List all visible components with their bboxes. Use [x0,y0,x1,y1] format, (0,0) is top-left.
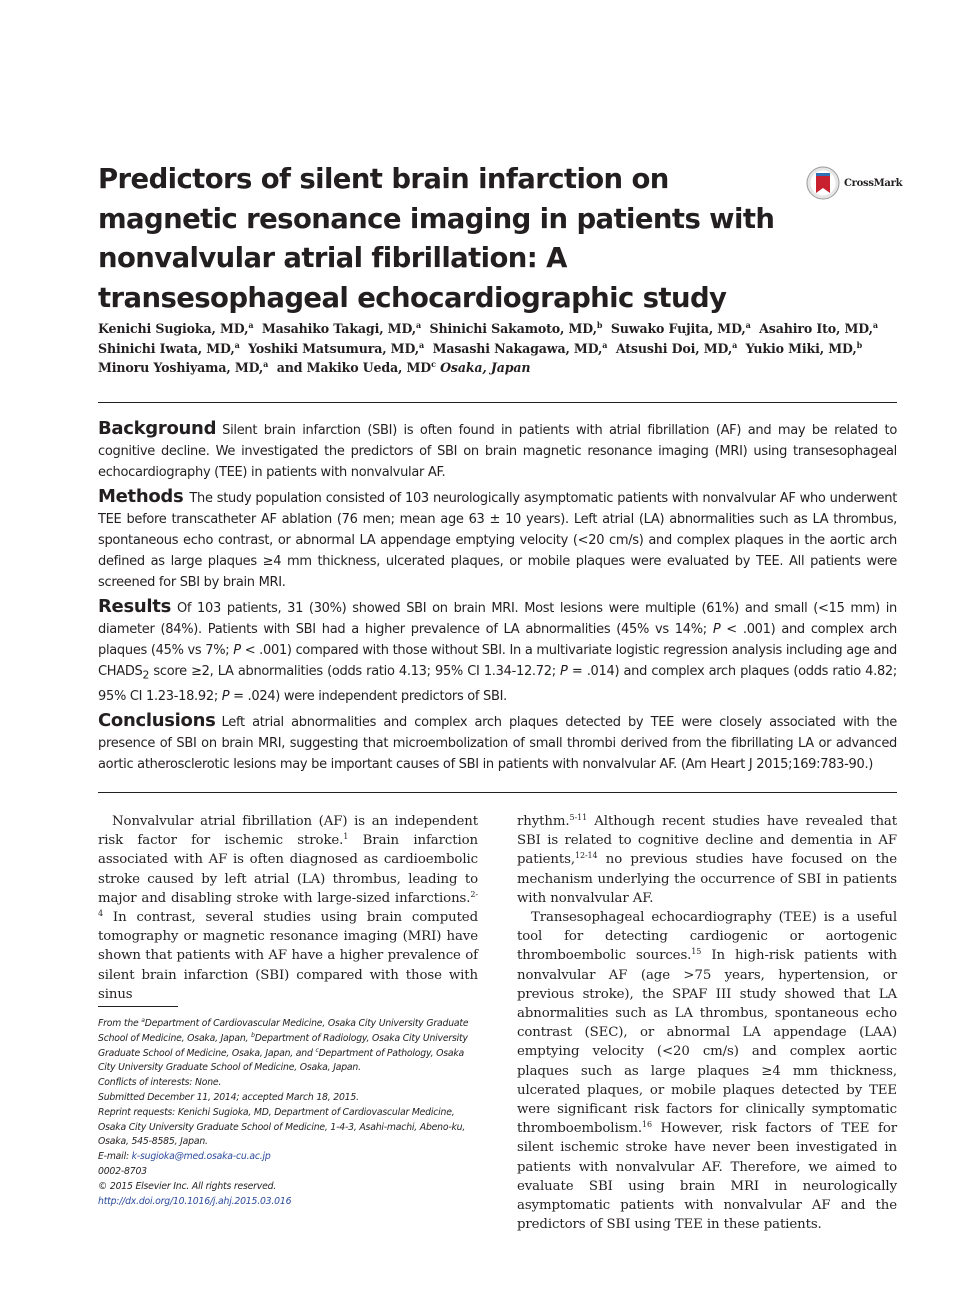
author: Yoshiki Matsumura, MD, [248,340,420,356]
footnote-affiliations: From the $^a$Department of Cardiovascular Medicine, Osaka City University Graduate School of Medicine, Osaka, Japan, $^b$Department of Radiology, Osaka City University Graduate School of Medicine, Osaka, Japan, and $^c$Department of Pathology, Osaka City University Graduate School of Medicine, Osaka, Japan. [98,1017,469,1074]
abstract-methods-heading: Methods [98,486,184,507]
author: Suwako Fujita, MD, [610,321,746,336]
author: and Makiko Ueda, MD [276,360,432,375]
article-title: Predictors of silent brain infarction on magnetic resonance imaging in patients with nonvalvular atrial fibrillation: A transesophageal echocardiographic study [98,163,775,314]
abstract-background-heading: Background [98,418,217,439]
body-paragraph: Nonvalvular atrial fibrillation (AF) is an independent risk factor for ischemic stroke.$^1$ Brain infarction associated with AF is often diagnosed as cardioembolic stroke caused by left atrial (LA) thrombus, leading to major and disabling stroke with large-sized infarctions.$^{2-4}$ In contrast, several studies using brain computed tomography or magnetic resonance imaging (MRI) have shown that patients with AF have a higher prevalence of silent brain infarction (SBI) compared with those with sinus [98,814,478,1002]
author-affiliation: a [745,320,751,330]
abstract-results-heading: Results [98,596,171,617]
abstract-bottom-divider [98,792,897,793]
abstract-results: Results Of 103 patients, 31 (30%) showed SBI on brain MRI. Most lesions were multiple (61%) and small (<15 mm) in diameter (84%). Patients with SBI had a higher prevalence of LA abnormalities (45% vs 14%; P < .001) and complex arch plaques (45% vs 7%; P < .001) compared with those without SBI. In a multivariate logistic regression analysis including age and $CHADS_2$ score ≥2, LA abnormalities (odds ratio 4.13; 95% CI 1.34-12.72; P = .014) and complex arch plaques (odds ratio 4.82; 95% CI 1.23-18.92; P = .024) were independent predictors of SBI. [98,596,897,704]
author: Masahiko Takagi, MD, [261,321,417,336]
author-list [98,319,898,378]
crossmark-badge[interactable] [806,166,906,200]
footnote-reprint: Reprint requests: Kenichi Sugioka, MD, Department of Cardiovascular Medicine, Osaka City University Graduate School of Medicine, 1-4-3, Asahi-machi, Abeno-ku, Osaka, 545-8585, Japan. [98,1106,466,1148]
author-affiliation: a [416,320,422,330]
author: Minoru Yoshiyama, MD, [98,360,264,375]
crossmark-icon [806,166,840,200]
citation-ref[interactable]: 15 [691,947,702,957]
footnote-email: E-mail: k-sugioka@med.osaka-cu.ac.jp [98,1151,271,1163]
author-affiliation: b [856,339,863,350]
citation-ref[interactable]: 5-11 [569,813,588,822]
author-affiliation: a [602,339,608,350]
abstract-conclusions-heading: Conclusions [98,709,216,731]
footnote-issn: 0002-8703 [98,1165,147,1177]
doi-link[interactable]: http://dx.doi.org/10.1016/j.ahj.2015.03.016 [98,1195,292,1207]
author-affiliation: a [419,339,425,350]
footnotes [98,1017,478,1209]
abstract-top-divider [98,402,897,403]
author: Shinichi Sakamoto, MD, [429,321,597,336]
author-affiliation: a [732,339,738,350]
body-paragraph: Transesophageal echocardiography (TEE) is a useful tool for detecting cardiogenic or aortogenic thromboembolic sources.$^{15}$ In high-risk patients with nonvalvular AF (age >75 years, hypertension, or previous stroke), the SPAF III study showed that LA abnormalities such as LA thrombus, spontaneous echo contrast (SEC), or abnormal LA appendage (LAA) emptying velocity (<20 cm/s) and complex aortic plaques such as large plaques ≥4 mm thickness, ulcerated plaques, or mobile plaques detected by TEE were significant risk factors for clinically symptomatic thromboembolism.$^{16}$ However, risk factors of TEE for silent ischemic stroke have never been investigated in patients with nonvalvular AF. Therefore, we aimed to evaluate SBI using brain MRI in neurologically asymptomatic patients with nonvalvular AF and the predictors of SBI using TEE in these patients. [517,910,897,1233]
author-affiliation: a [248,320,254,330]
citation-ref[interactable]: 2-4 [98,889,478,919]
body-paragraph: rhythm.$^{5-11}$ Although recent studies have revealed that SBI is related to cognitive decline and dementia in AF patients,$^{12-14}$ no previous studies have focused on the mechanism underlying the occurrence of SBI in patients with nonvalvular AF. [517,813,897,906]
email-link[interactable]: k-sugioka@med.osaka-cu.ac.jp [131,1151,271,1163]
author-affiliation: a [263,359,269,369]
citation-ref[interactable]: 12-14 [574,851,598,861]
body-column-right [517,812,897,1234]
author-affiliation: a [872,320,878,330]
abstract-conclusions-text: Left atrial abnormalities and complex arch plaques detected by TEE were closely associated with the presence of SBI on brain MRI, suggesting that microembolization of small thrombi derived from the fibrillating LA or advanced aortic atherosclerotic lesions may be important causes of SBI in patients with nonvalvular AF. (Am Heart J 2015;169:783-90.) [98,714,897,772]
author: Kenichi Sugioka, MD, [98,321,249,336]
author-location: Osaka, Japan [440,360,531,375]
author: Atsushi Doi, MD, [615,340,733,356]
footnote-conflicts: Conflicts of interests: None. [98,1077,222,1089]
author-affiliation: a [234,339,240,350]
citation-ref[interactable]: 1 [343,832,349,842]
footnote-copyright: © 2015 Elsevier Inc. All rights reserved. [98,1180,277,1192]
author: Asahiro Ito, MD, [759,321,873,336]
author-affiliation: b [596,320,603,330]
author: Masashi Nakagawa, MD, [432,340,603,356]
footnote-dates: Submitted December 11, 2014; accepted March 18, 2015. [98,1091,359,1103]
abstract-methods [98,486,897,593]
body-column-left [98,812,478,1004]
footnote-divider [98,1006,178,1007]
crossmark-label: CrossMark [844,177,903,189]
author: Yukio Miki, MD, [745,340,857,356]
author: Shinichi Iwata, MD, [98,340,235,356]
citation-ref[interactable]: 16 [641,1120,652,1130]
author-affiliation: c [431,359,436,369]
abstract-methods-text: The study population consisted of 103 neurologically asymptomatic patients with nonvalvular AF who underwent TEE before transcatheter AF ablation (76 men; mean age 63 ± 10 years). Left atrial (LA) abnormalities such as LA thrombus, spontaneous echo contrast, or abnormal LA appendage emptying velocity (<20 cm/s) and complex plaques in the aortic arch defined as large plaques ≥4 mm thickness, ulcerated plaques, or mobile plaques were evaluated by TEE. All patients were screened for SBI by brain MRI. [98,491,897,590]
abstract-background-text: Silent brain infarction (SBI) is often found in patients with atrial fibrillation (AF) and may be related to cognitive decline. We investigated the predictors of SBI on brain magnetic resonance imaging (MRI) using transesophageal echocardiography (TEE) in patients with nonvalvular AF. [98,423,897,480]
abstract-conclusions [98,710,897,775]
abstract [98,418,897,778]
abstract-background [98,418,897,483]
